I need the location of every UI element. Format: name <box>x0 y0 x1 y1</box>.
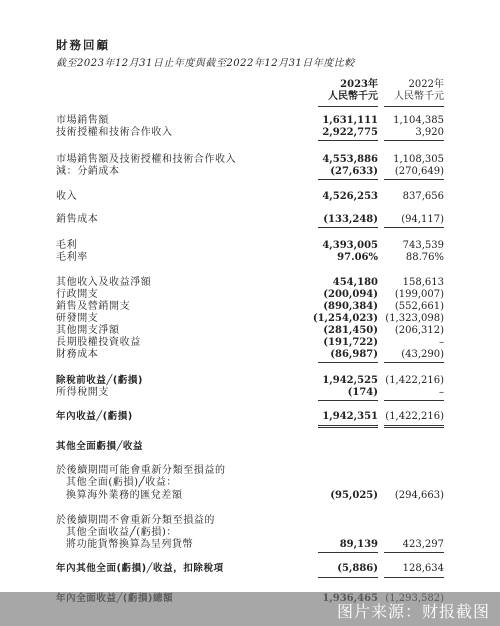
row-underline <box>318 552 378 553</box>
value-2023: (5,886) <box>337 563 378 574</box>
row-label: 銷售及營銷開支 <box>56 301 131 312</box>
table-row <box>0 126 500 139</box>
row-underline <box>384 400 444 401</box>
row-underline <box>318 179 378 180</box>
value-2023: (281,450) <box>323 325 378 336</box>
table-row <box>0 489 500 502</box>
row-underline <box>318 227 378 228</box>
row-underline <box>384 552 444 553</box>
value-2023: (95,025) <box>330 490 378 501</box>
value-2023: 1,942,525 <box>322 375 378 386</box>
row-label: 毛利 <box>56 240 78 251</box>
row-label: 換算海外業務的匯兌差額 <box>66 490 183 501</box>
value-2023: 454,180 <box>332 277 378 288</box>
table-row <box>0 348 500 361</box>
row-double-underline <box>318 425 378 426</box>
row-label: 其他全面收益╱(虧損)： <box>66 527 178 538</box>
row-label: 於後續期間可能會重新分類至損益的 <box>56 465 226 476</box>
value-2022: 1,108,305 <box>393 154 444 165</box>
column-year-2022: 2022年 <box>408 79 444 90</box>
value-2023: 1,631,111 <box>322 115 378 126</box>
row-label: 其他開支淨額 <box>56 325 120 336</box>
table-row <box>0 386 500 399</box>
value-2022: 1,104,385 <box>393 115 444 126</box>
row-double-underline <box>384 425 444 426</box>
header-underline-2023 <box>318 106 378 107</box>
row-label: 其他收入及收益淨額 <box>56 277 152 288</box>
row-underline <box>318 140 378 141</box>
watermark-banner <box>0 592 500 626</box>
value-2022: – <box>439 337 444 348</box>
row-label: 財務成本 <box>56 349 99 360</box>
row-label: 所得稅開支 <box>56 387 109 398</box>
report-heading: 財務回顧 <box>56 38 110 52</box>
value-2022: (206,312) <box>394 325 444 336</box>
value-2023: (27,633) <box>330 166 378 177</box>
row-label: 年內收益╱(虧損) <box>56 411 133 422</box>
row-underline <box>384 140 444 141</box>
value-2023: (890,384) <box>323 301 378 312</box>
row-label: 市場銷售額 <box>56 115 109 126</box>
section-heading <box>0 440 500 453</box>
column-year-2023: 2023年 <box>340 79 378 90</box>
header-underline-2022 <box>384 106 444 107</box>
value-2023: 4,526,253 <box>322 191 378 202</box>
value-2022: 88.76% <box>405 252 444 263</box>
value-2023: (200,094) <box>323 289 378 300</box>
value-2022: (1,323,098) <box>385 313 444 324</box>
value-2022: (270,649) <box>394 166 444 177</box>
row-underline <box>384 227 444 228</box>
column-unit-2022: 人民幣千元 <box>394 91 444 102</box>
value-2022: 743,539 <box>402 240 444 251</box>
value-2022: (199,007) <box>394 289 444 300</box>
row-label: 銷售成本 <box>56 214 99 225</box>
value-2023: 4,553,886 <box>322 154 378 165</box>
table-row <box>0 476 500 489</box>
value-2022: – <box>439 387 444 398</box>
value-2023: 97.06% <box>337 252 378 263</box>
row-underline <box>384 577 444 578</box>
table-row <box>0 410 500 423</box>
value-2023: 1,942,351 <box>322 411 378 422</box>
value-2022: 128,634 <box>402 563 444 574</box>
column-unit-2023: 人民幣千元 <box>328 91 378 102</box>
value-2023: (86,987) <box>330 349 378 360</box>
row-label: 毛利率 <box>56 252 88 263</box>
row-label: 其他全面(虧損)╱收益： <box>66 477 178 488</box>
row-underline <box>384 179 444 180</box>
row-label: 市場銷售額及技術授權和技術合作收入 <box>56 154 237 165</box>
value-2022: (43,290) <box>401 349 444 360</box>
row-label: 除稅前收益╱(虧損) <box>56 375 143 386</box>
watermark-text: 图片来源：财报截图 <box>336 602 490 621</box>
table-row <box>0 165 500 178</box>
value-2022: (552,661) <box>394 301 444 312</box>
column-header-2022 <box>354 79 444 103</box>
row-label: 其他全面虧損╱收益 <box>56 441 144 452</box>
row-underline <box>384 362 444 363</box>
row-underline <box>318 577 378 578</box>
row-label: 收入 <box>56 191 78 202</box>
value-2023: (174) <box>347 387 378 398</box>
value-2022: (94,117) <box>401 214 444 225</box>
value-2022: 158,613 <box>402 277 444 288</box>
value-2022: 837,656 <box>402 191 444 202</box>
value-2022: 3,920 <box>415 127 444 138</box>
report-subheading: 截至2023年12月31日止年度與截至2022年12月31日年度比較 <box>56 58 355 69</box>
value-2023: 2,922,775 <box>322 127 378 138</box>
table-row <box>0 538 500 551</box>
row-label: 於後續期間不會重新分類至損益的 <box>56 515 215 526</box>
value-2023: 4,393,005 <box>322 240 378 251</box>
table-row <box>0 562 500 575</box>
row-label: 將功能貨幣換算為呈列貨幣 <box>66 539 194 550</box>
row-label: 行政開支 <box>56 289 99 300</box>
row-double-underline <box>384 427 444 428</box>
value-2023: (191,722) <box>323 337 378 348</box>
value-2023: (1,254,023) <box>312 313 378 324</box>
row-label: 年內其他全面(虧損)╱收益，扣除稅項 <box>56 563 224 574</box>
row-underline <box>318 400 378 401</box>
value-2022: (1,422,216) <box>385 375 444 386</box>
value-2022: (1,422,216) <box>385 411 444 422</box>
value-2023: 89,139 <box>339 539 378 550</box>
value-2022: 423,297 <box>402 539 444 550</box>
value-2023: (133,248) <box>323 214 378 225</box>
row-double-underline <box>318 427 378 428</box>
table-row <box>0 251 500 264</box>
value-2022: (294,663) <box>394 490 444 501</box>
table-row <box>0 213 500 226</box>
row-label: 減：分銷成本 <box>56 166 120 177</box>
row-label: 長期股權投資收益 <box>56 337 141 348</box>
table-row <box>0 190 500 203</box>
row-label: 技術授權和技術合作收入 <box>56 127 173 138</box>
row-underline <box>318 362 378 363</box>
row-label: 研發開支 <box>56 313 99 324</box>
